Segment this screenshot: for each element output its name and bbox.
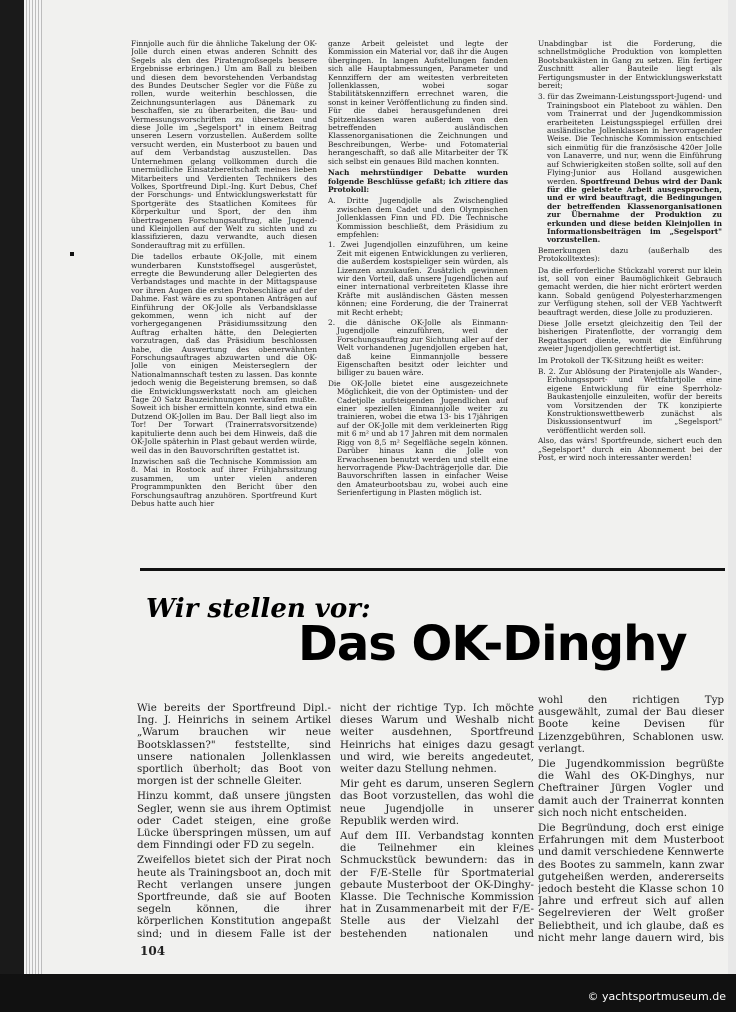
top-col3-para: Da die erforderliche Stückzahl vorerst nur klein ist, soll von einer Baumöglichkeit Gebrauch gemacht werden, die hier nicht erörtert werden kann. Sobald genügend Polyesterharzmengen zur Verfügung stehen, soll der VEB Yachtwerft beauftragt werden, diese Jolle zu produzieren. xyxy=(538,265,722,317)
top-col2-heading: Nach mehrstündiger Debatte wurden folgende Beschlüsse gefaßt; ich zitiere das Protokoll: xyxy=(328,168,508,194)
bottom-col2-para: Mir geht es darum, unseren Seglern das Boot vorzustellen, das wohl die neue Jugendjolle in unserer Republik werden wird. xyxy=(340,778,534,827)
bottom-col2-para: nicht der richtige Typ. Ich möchte dieses Warum und Weshalb nicht weiter ausdehnen, Sportfreund Heinrichs hat einiges dazu gesagt und wird, wie bereits angedeutet, weiter dazu Stellung nehmen. xyxy=(340,702,534,776)
footer-band xyxy=(0,974,736,1012)
top-col3-item xyxy=(538,93,722,244)
top-col3-para: Bemerkungen dazu (außerhalb des Protokolltextes): xyxy=(538,245,722,264)
top-col1-para: Die tadellos erbaute OK-Jolle, mit einem wunderbaren Kunststoffsegel ausgerüstet, erregte die Bewunderung aller Delegierten des Verbandstages und machte in der Mittagspause vor ihren Augen die ersten Probeschläge auf der Dahme. Fast wäre es zu spontanen Anträgen auf Einführung der OK-Jolle als Verbandsklasse gekommen, wenn ich nicht auf der vorhergegangenen Präsidiumssitzung den Auftrag erhalten hätte, den Delegierten vorzutragen, daß das Präsidium beschlossen habe, die Auswertung des obenerwähnten Forschungsauftrages abzuwarten und die OK-Jolle von einigen Meisterseglern der Nationalmannschaft testen zu lassen. Das konnte jedoch wenig die Begeisterung bremsen, so daß die Entwicklungswerkstatt noch am gleichen Tage 20 Satz Bauzeichnungen verkaufen mußte. Soweit ich bisher ermitteln konnte, sind etwa ein Dutzend OK-Jollen im Bau. Der Ball liegt also im Tor! Der Torwart (Trainerratsvorsitzende) kapitulierte denn auch bei dem Hinweis, daß die OK-Jolle späterhin in Plast gebaut werden würde, weil das in den Bauvorschriften gestattet ist. xyxy=(131,252,317,455)
page-edges xyxy=(24,0,44,1012)
watermark-text: © yachtsportmuseum.de xyxy=(587,990,726,1003)
top-col2-item: Die OK-Jolle bietet eine ausgezeichnete Möglichkeit, die von der Optimisten- und der Cadetjolle aufsteigenden Jugendlichen auf einer speziellen Einmannjolle weiter zu trainieren, wobei die etwa 13- bis 17jährigen auf der OK-Jolle mit dem verkleinerten Rigg mit 6 m² und ab 17 Jahren mit dem normalen Rigg von 8,5 m² Segelfläche segeln können. Darüber hinaus kann die Jolle von Erwachsenen benutzt werden und stellt eine hervorragende Pkw-Dachträgerjolle dar. Die Bauvorschriften lassen in einfacher Weise den Amateurbootsbau zu, wobei auch eine Serienfertigung in Plasten möglich ist. xyxy=(328,378,508,498)
top-col3-para: Im Protokoll der TK-Sitzung heißt es weiter: xyxy=(538,355,704,365)
top-col2-item: 2. die dänische OK-Jolle als Einmann-Jugendjolle einzuführen, weil der Forschungsauftrag zur Sichtung aller auf der Welt vorhandenen Jugendjollen ergeben hat, daß keine Einmannjolle bessere Eigenschaften besitzt oder leichter und billiger zu bauen wäre. xyxy=(328,318,508,378)
top-col3-bold: Sportfreund Debus wird der Dank für die geleistete Arbeit ausgesprochen, und er wird beauftragt, die Bedingungen der betreffenden Klassenorganisationen zur Übernahme der Produktion zu erkunden und diese beiden Kleinjollen in Informationsbeiträgen im „Segelsport" vorzustellen. xyxy=(547,176,722,245)
top-col3-intro: Unabdingbar ist die Forderung, die schnellstmögliche Produktion von kompletten Bootsbaukästen in Gang zu setzen. Ein fertiger Zuschnitt aller Bauteile liegt als Fertigungsmuster in der Entwicklungswerkstatt bereit; xyxy=(538,40,722,91)
top-col3-item3: 3. für das Zweimann-Leistungssport-Jugend- und Trainingsboot ein Plateboot zu wählen. Den vom Trainerrat und der Jugendkommission erarbeiteten Leistungsspiegel erfüllen drei ausländische Jollenklassen in hervorragender Weise. Die Technische Kommission entschied sich einmütig für die französische 420er Jolle von Lanaverre, und nur, wenn die Einführung auf Schwierigkeiten stoßen sollte, soll auf den Flying-Junior aus Holland ausgewichen werden. xyxy=(538,92,722,186)
bottom-column-1 xyxy=(137,702,331,938)
section-rule xyxy=(140,568,725,571)
article-title: Das OK-Dinghy xyxy=(298,616,687,672)
bottom-col2-para: Auf dem III. Verbandstag konnten die Teilnehmer ein kleines Schmuckstück bewundern: das in der F/E-Stelle für Sportmaterial gebaute Musterboot der OK-Dinghy-Klasse. Die Technische Kommission hat in Zusammenarbeit mit der F/E-Stelle aus der Vielzahl der bestehenden nationalen und xyxy=(340,830,534,938)
bottom-col3-para: wohl den richtigen Typ ausgewählt, zumal der Bau dieser Boote keine Devisen für Lizenzgebühren, Schablonen usw. verlangt. xyxy=(538,694,724,755)
top-col2-intro: ganze Arbeit geleistet und legte der Kommission ein Material vor, daß ihr die Augen übergingen. In langen Aufstellungen fanden sich alle Hauptabmessungen, Parameter und Kennziffern der am weitesten verbreiteten Jollenklassen, wobei sogar Stabilitätskennziffern errechnet waren, die sonst in keiner Veröffentlichung zu finden sind. Für die dabei herausgefundenen drei Spitzenklassen waren außerdem von den betreffenden ausländischen Klassenorganisationen die Zeichnungen und Beschreibungen, Werbe- und Fotomaterial herangeschafft, so daß alle Mitarbeiter der TK sich selbst ein genaues Bild machen konnten. xyxy=(328,40,508,166)
top-column-1 xyxy=(131,40,317,560)
bottom-col1-para: Hinzu kommt, daß unsere jüngsten Segler, wenn sie aus ihrem Optimist oder Cadet steigen, eine große Lücke überspringen müssen, um auf dem Finndingi oder FD zu segeln. xyxy=(137,790,331,852)
top-col1-para: Inzwischen saß die Technische Kommission am 8. Mai in Rostock auf ihrer Frühjahrssitzung zusammen, um unter vielen anderen Programmpunkten den Bericht über den Forschungsauftrag anzuhören. Sportfreund Kurt Debus hatte auch hier xyxy=(131,456,317,508)
bottom-column-2 xyxy=(340,702,534,938)
bottom-col3-para: Die Jugendkommission begrüßte die Wahl des OK-Dinghys, nur Cheftrainer Jürgen Vogler und damit auch der Trainerrat konnten sich noch nicht entscheiden. xyxy=(538,758,724,819)
margin-mark xyxy=(70,252,74,256)
top-column-2 xyxy=(328,40,508,560)
bottom-column-3 xyxy=(538,694,724,944)
top-col2-item: 1. Zwei Jugendjollen einzuführen, um keine Zeit mit eigenen Entwicklungen zu verlieren, die außerdem kostspieliger sein würden, als Lizenzen anzukaufen. Zusätzlich gewinnen wir den Vorteil, daß unsere Jugendlichen auf einer international verbreiteten Klasse ihre Kräfte mit ausländischen Gästen messen können; eine Forderung, die der Trainerrat mit Recht erhebt; xyxy=(328,240,508,317)
top-column-3 xyxy=(538,40,722,560)
bottom-col1-para: Zweifellos bietet sich der Pirat noch heute als Trainingsboot an, doch mit Recht verlangen unsere jungen Sportfreunde, daß sie auf Booten segeln können, die ihrer körperlichen Konstitution angepaßt sind; und in diesem Falle ist der xyxy=(137,854,331,938)
bottom-col3-para: Die Begründung, doch erst einige Erfahrungen mit dem Musterboot und damit verschiedene Kennwerte des Bootes zu sammeln, kann zwar gutgeheißen werden, andererseits jedoch besteht die Klasse schon 10 Jahre und erfreut sich auf allen Segelrevieren der Welt großer Beliebtheit, und ich glaube, daß es nicht mehr lange dauern wird, bis xyxy=(538,822,724,944)
bottom-col1-para: Wie bereits der Sportfreund Dipl.-Ing. J. Heinrichs in seinem Artikel „Warum brauchen wir neue Bootsklassen?" feststellte, sind unsere nationalen Jollenklassen sportlich überholt; das Boot von morgen ist der schnelle Gleiter. xyxy=(137,702,331,788)
top-col2-item: A. Dritte Jugendjolle als Zwischenglied zwischen dem Cadet und den Olympischen Jollenklassen Finn und FD. Die Technische Kommission beschließt, dem Präsidium zu empfehlen: xyxy=(328,196,508,239)
top-col1-para: Finnjolle auch für die ähnliche Takelung der OK-Jolle durch einen etwas anderen Schnitt des Segels als den des Piratengroßsegels bessere Ergebnisse erbringen.) Um am Ball zu bleiben und diesen dem bevorstehenden Verbandstag des Bundes Deutscher Segler vor die Füße zu rollen, wurde weiterhin beschlossen, die Zeichnungsunterlagen aus Dänemark zu beschaffen, sie zu überarbeiten, die Bau- und Vermessungsvorschriften zu übersetzen und diese Jolle im „Segelsport" in einem Beitrag unseren Lesern vorzustellen. Außerdem sollte versucht werden, ein Musterboot zu bauen und auf dem Verbandstag auszustellen. Das Unternehmen gelang vollkommen durch die unermüdliche Einsatzbereitschaft meines lieben Mitarbeiters und Verdienten Technikers des Volkes, Sportfreund Dipl.-Ing. Kurt Debus, Chef der Forschungs- und Entwicklungswerkstatt für Sportgeräte des Staatlichen Komitees für Körperkultur und Sport, der den ihm übertragenen Forschungsauftrag, alle Jugend- und Kleinjollen auf der Welt zu sichten und zu klassifizieren, dazu verwandte, auch diesen Sonderauftrag mit zu erfüllen. xyxy=(131,40,317,250)
top-col3-para: Also, das wärs! Sportfreunde, sichert euch den „Segelsport" durch ein Abonnement bei der Post, er wird noch interessanter werden! xyxy=(538,436,722,463)
top-col3-para: Diese Jolle ersetzt gleichzeitig den Teil der bisherigen Piratenflotte, der vorrangig dem Regattasport diente, womit die Einführung zweier Jugendjollen gerechtfertigt ist. xyxy=(538,319,722,354)
page-number: 104 xyxy=(140,944,166,958)
headline-kicker: Wir stellen vor: xyxy=(146,594,371,624)
top-col3-para: B. 2. Zur Ablösung der Piratenjolle als Wander-, Erholungssport- und Wettfahrtjolle eine eigene Entwicklung für eine Sperrholz-Baukastenjolle einzuleiten, wofür der bereits vom Vorsitzenden der TK konzipierte Konstruktionswettbewerb zunächst als Diskussionsentwurf im „Segelsport" veröffentlicht werden soll. xyxy=(538,367,722,435)
